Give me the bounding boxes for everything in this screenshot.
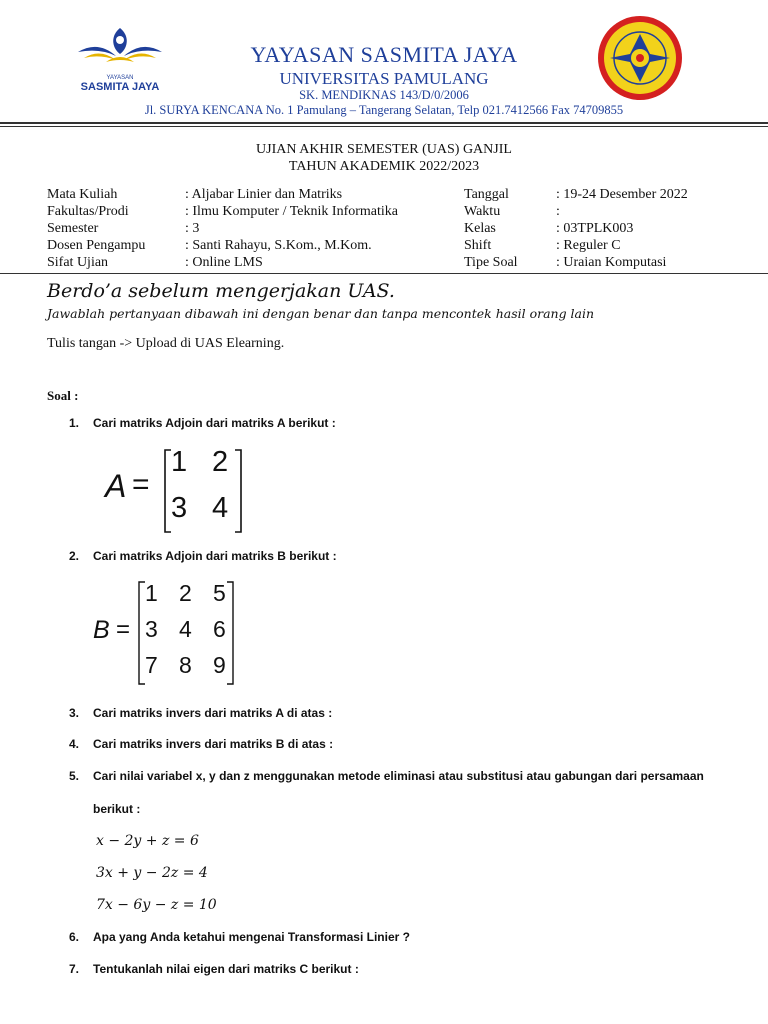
equation-2: 3𝑥 + 𝑦 − 2𝑧 = 4 [96, 865, 208, 881]
question-text-continued: berikut : [93, 802, 141, 816]
matrix-b-cell: 5 [213, 580, 226, 606]
info-value: : Reguler C [556, 238, 621, 253]
university-seal [596, 14, 684, 102]
matrix-b-cell: 6 [213, 616, 226, 642]
matrix-b-cell: 4 [179, 616, 192, 642]
question-text: Apa yang Anda ketahui mengenai Transformasi Linier ? [93, 930, 410, 944]
info-value: : Uraian Komputasi [556, 255, 667, 270]
info-label: Tipe Soal [464, 255, 518, 270]
question-text: Tentukanlah nilai eigen dari matriks C berikut : [93, 962, 359, 976]
info-label: Waktu [464, 204, 501, 219]
address-line: Jl. SURYA KENCANA No. 1 Pamulang – Tangerang Selatan, Telp 021.7412566 Fax 74709855 [144, 103, 624, 117]
matrix-a-cell: 2 [212, 446, 229, 478]
prayer-line: Berdo’a sebelum mengerjakan UAS. [47, 280, 395, 302]
exam-title: UJIAN AKHIR SEMESTER (UAS) GANJIL [256, 142, 512, 157]
info-right-labels [464, 186, 518, 271]
matrix-b-cell: 8 [179, 652, 192, 678]
yayasan-logo-name: SASMITA JAYA [80, 81, 160, 93]
header-divider [0, 122, 768, 124]
matrix-a-name: A [105, 468, 127, 504]
matrix-b [93, 578, 243, 688]
question-number: 3. [69, 706, 80, 720]
question-number: 5. [69, 769, 80, 783]
matrix-a-equals: = [132, 468, 150, 501]
info-value: : 3 [185, 221, 200, 236]
upload-instruction: Tulis tangan -> Upload di UAS Elearning. [47, 336, 285, 351]
header-divider-thin [0, 126, 768, 127]
yayasan-logo-small-text: YAYASAN [106, 75, 134, 81]
info-left-values [185, 186, 398, 271]
question-number: 6. [69, 930, 80, 944]
question-text: Cari matriks Adjoin dari matriks A berikut : [93, 416, 336, 430]
question-number: 2. [69, 549, 80, 563]
info-label: Kelas [464, 221, 496, 236]
matrix-a-cell: 4 [212, 492, 229, 524]
info-value: : [556, 204, 560, 219]
question-text: Cari nilai variabel x, y dan z menggunakan metode eliminasi atau substitusi atau gabungan dari persamaan [93, 769, 704, 783]
matrix-a [105, 446, 255, 536]
info-value: : 03TPLK003 [556, 221, 634, 236]
decree-number: SK. MENDIKNAS 143/D/0/2006 [299, 88, 469, 102]
info-right-values [556, 186, 688, 271]
info-left-labels [47, 186, 145, 271]
info-label: Mata Kuliah [47, 187, 118, 202]
question-text: Cari matriks Adjoin dari matriks B berikut : [93, 549, 337, 563]
question-text: Cari matriks invers dari matriks A di atas : [93, 706, 333, 720]
info-value: : Santi Rahayu, S.Kom., M.Kom. [185, 238, 372, 253]
matrix-a-cell: 1 [171, 446, 188, 478]
info-value: : 19-24 Desember 2022 [556, 187, 688, 202]
question-number: 7. [69, 962, 80, 976]
info-value: : Ilmu Komputer / Teknik Informatika [185, 204, 398, 219]
info-label: Semester [47, 221, 99, 236]
info-label: Shift [464, 238, 492, 253]
equation-1: 𝑥 − 2𝑦 + 𝑧 = 6 [96, 833, 199, 849]
info-label: Fakultas/Prodi [47, 204, 129, 219]
matrix-b-cell: 1 [145, 580, 158, 606]
question-number: 1. [69, 416, 80, 430]
matrix-a-cell: 3 [171, 492, 188, 524]
matrix-b-cell: 2 [179, 580, 192, 606]
matrix-b-equals: = [116, 616, 131, 643]
matrix-b-cell: 3 [145, 616, 158, 642]
info-value: : Online LMS [185, 255, 263, 270]
matrix-b-cell: 9 [213, 652, 226, 678]
matrix-b-name: B [93, 616, 110, 644]
info-label: Sifat Ujian [47, 255, 109, 270]
matrix-b-cell: 7 [145, 652, 158, 678]
info-label: Dosen Pengampu [47, 238, 146, 253]
info-divider [0, 273, 768, 274]
equation-3: 7𝑥 − 6𝑦 − 𝑧 = 10 [96, 897, 217, 913]
university-seal-icon [596, 14, 684, 102]
question-number: 4. [69, 737, 80, 751]
info-label: Tanggal [464, 187, 509, 202]
org-name: YAYASAN SASMITA JAYA [250, 42, 518, 67]
soal-heading: Soal : [47, 388, 79, 403]
academic-year: TAHUN AKADEMIK 2022/2023 [288, 159, 480, 174]
info-value: : Aljabar Linier dan Matriks [185, 187, 343, 202]
instruction-line: Jawablah pertanyaan dibawah ini dengan benar dan tanpa mencontek hasil orang lain [47, 306, 595, 321]
university-name: UNIVERSITAS PAMULANG [279, 69, 489, 88]
question-text: Cari matriks invers dari matriks B di atas : [93, 737, 334, 751]
